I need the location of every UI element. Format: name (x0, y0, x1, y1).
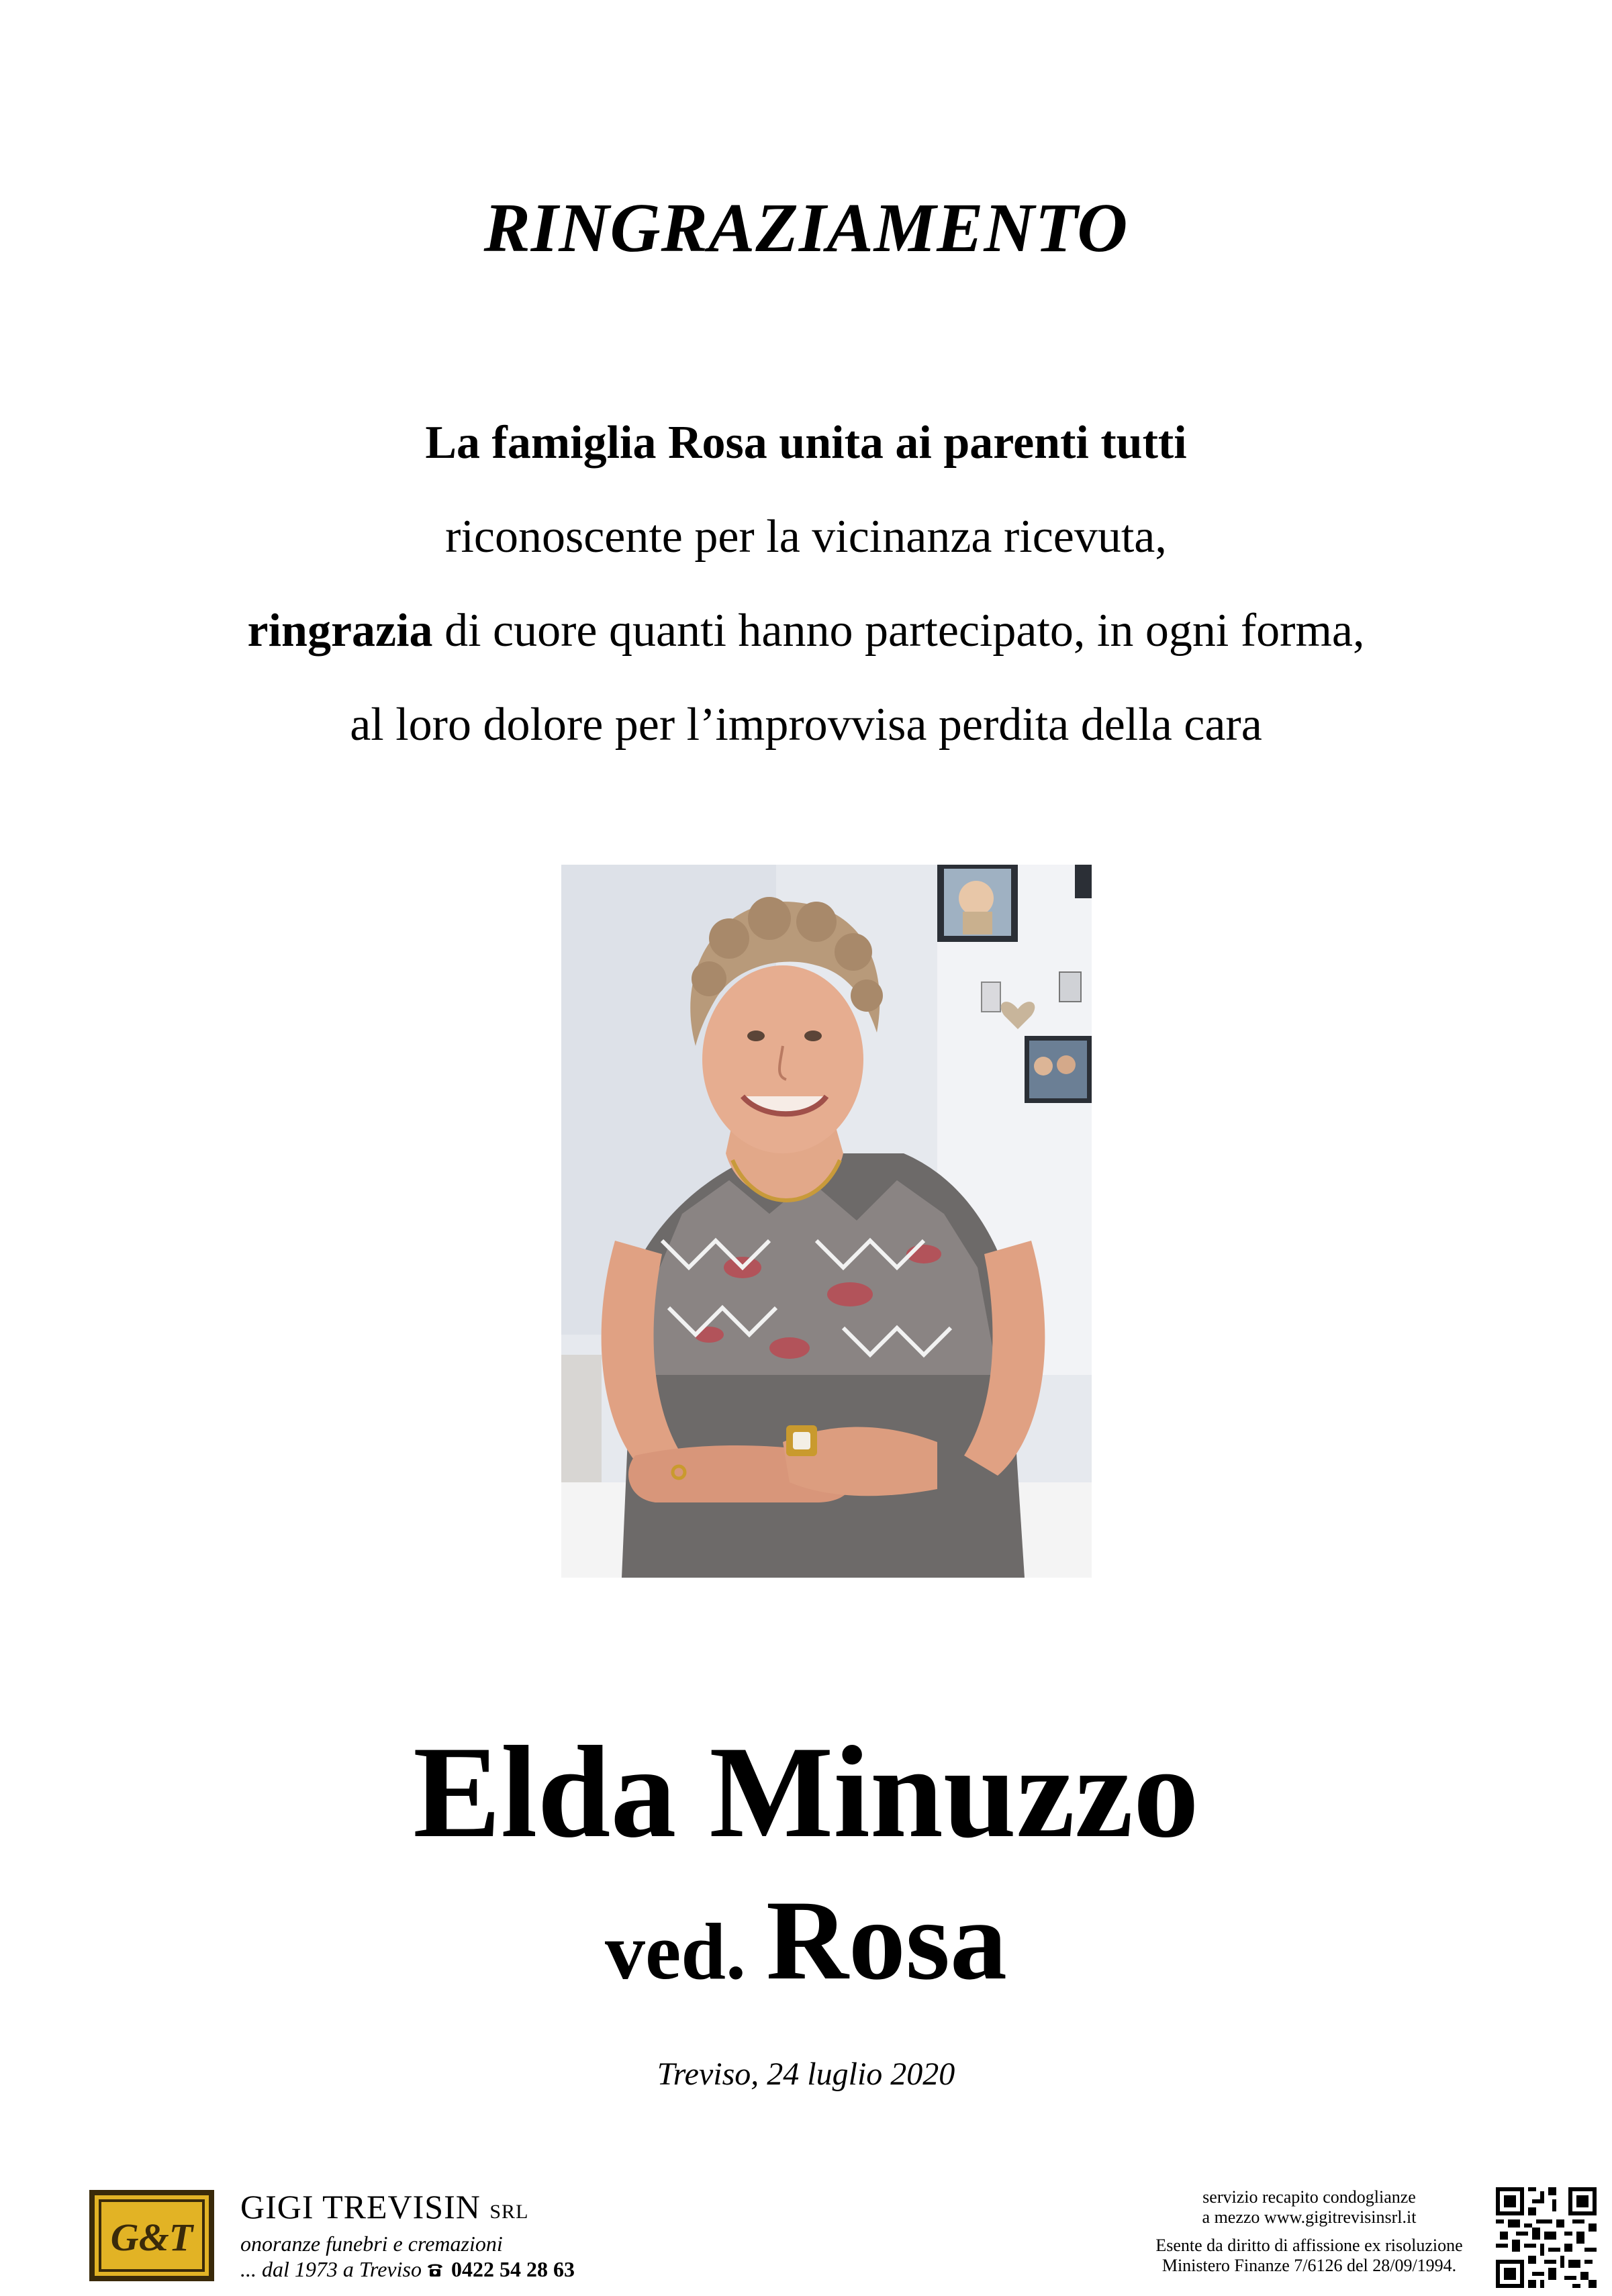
company-tagline: onoranze funebri e cremazioni (240, 2232, 503, 2256)
phone-icon (426, 2257, 444, 2284)
service-note (1141, 2187, 1477, 2276)
widow-line (0, 1873, 1612, 2043)
deceased-name: Elda Minuzzo (413, 1719, 1199, 1865)
company-since-line (240, 2256, 575, 2284)
company-name: GIGI TREVISIN (240, 2188, 481, 2226)
thanks-line-rest: di cuore quanti hanno partecipato, in ogni forma, (432, 605, 1365, 657)
deceased-portrait (561, 865, 1092, 1578)
married-surname: Rosa (766, 1877, 1007, 2003)
thanks-bold-word: ringrazia (247, 605, 433, 657)
service-line-4: Ministero Finanze 7/6126 del 28/09/1994. (1161, 2256, 1457, 2275)
company-phone[interactable]: 0422 54 28 63 (451, 2257, 575, 2281)
company-logo (89, 2190, 214, 2281)
service-line-1: servizio recapito condoglianze (1202, 2187, 1416, 2207)
service-line-3: Esente da diritto di affissione ex risoluzione (1155, 2236, 1463, 2255)
company-suffix: SRL (489, 2201, 529, 2223)
place-date: Treviso, 24 luglio 2020 (657, 2056, 955, 2092)
widow-prefix: ved. (605, 1907, 767, 1996)
logo-monogram: G&T (110, 2215, 193, 2259)
company-block (240, 2187, 575, 2284)
service-line-2[interactable]: a mezzo www.gigitrevisinsrl.it (1202, 2207, 1417, 2227)
company-since: ... dal 1973 a Treviso (240, 2257, 422, 2281)
thanks-line (0, 601, 1612, 661)
qr-code-icon[interactable] (1496, 2187, 1597, 2288)
family-line: La famiglia Rosa unita ai parenti tutti (425, 417, 1187, 469)
loss-line: al loro dolore per l’improvvisa perdita della cara (350, 699, 1262, 751)
gratitude-line: riconoscente per la vicinanza ricevuta, (445, 511, 1167, 563)
company-name-line (240, 2187, 575, 2232)
notice-title: RINGRAZIAMENTO (483, 189, 1129, 267)
